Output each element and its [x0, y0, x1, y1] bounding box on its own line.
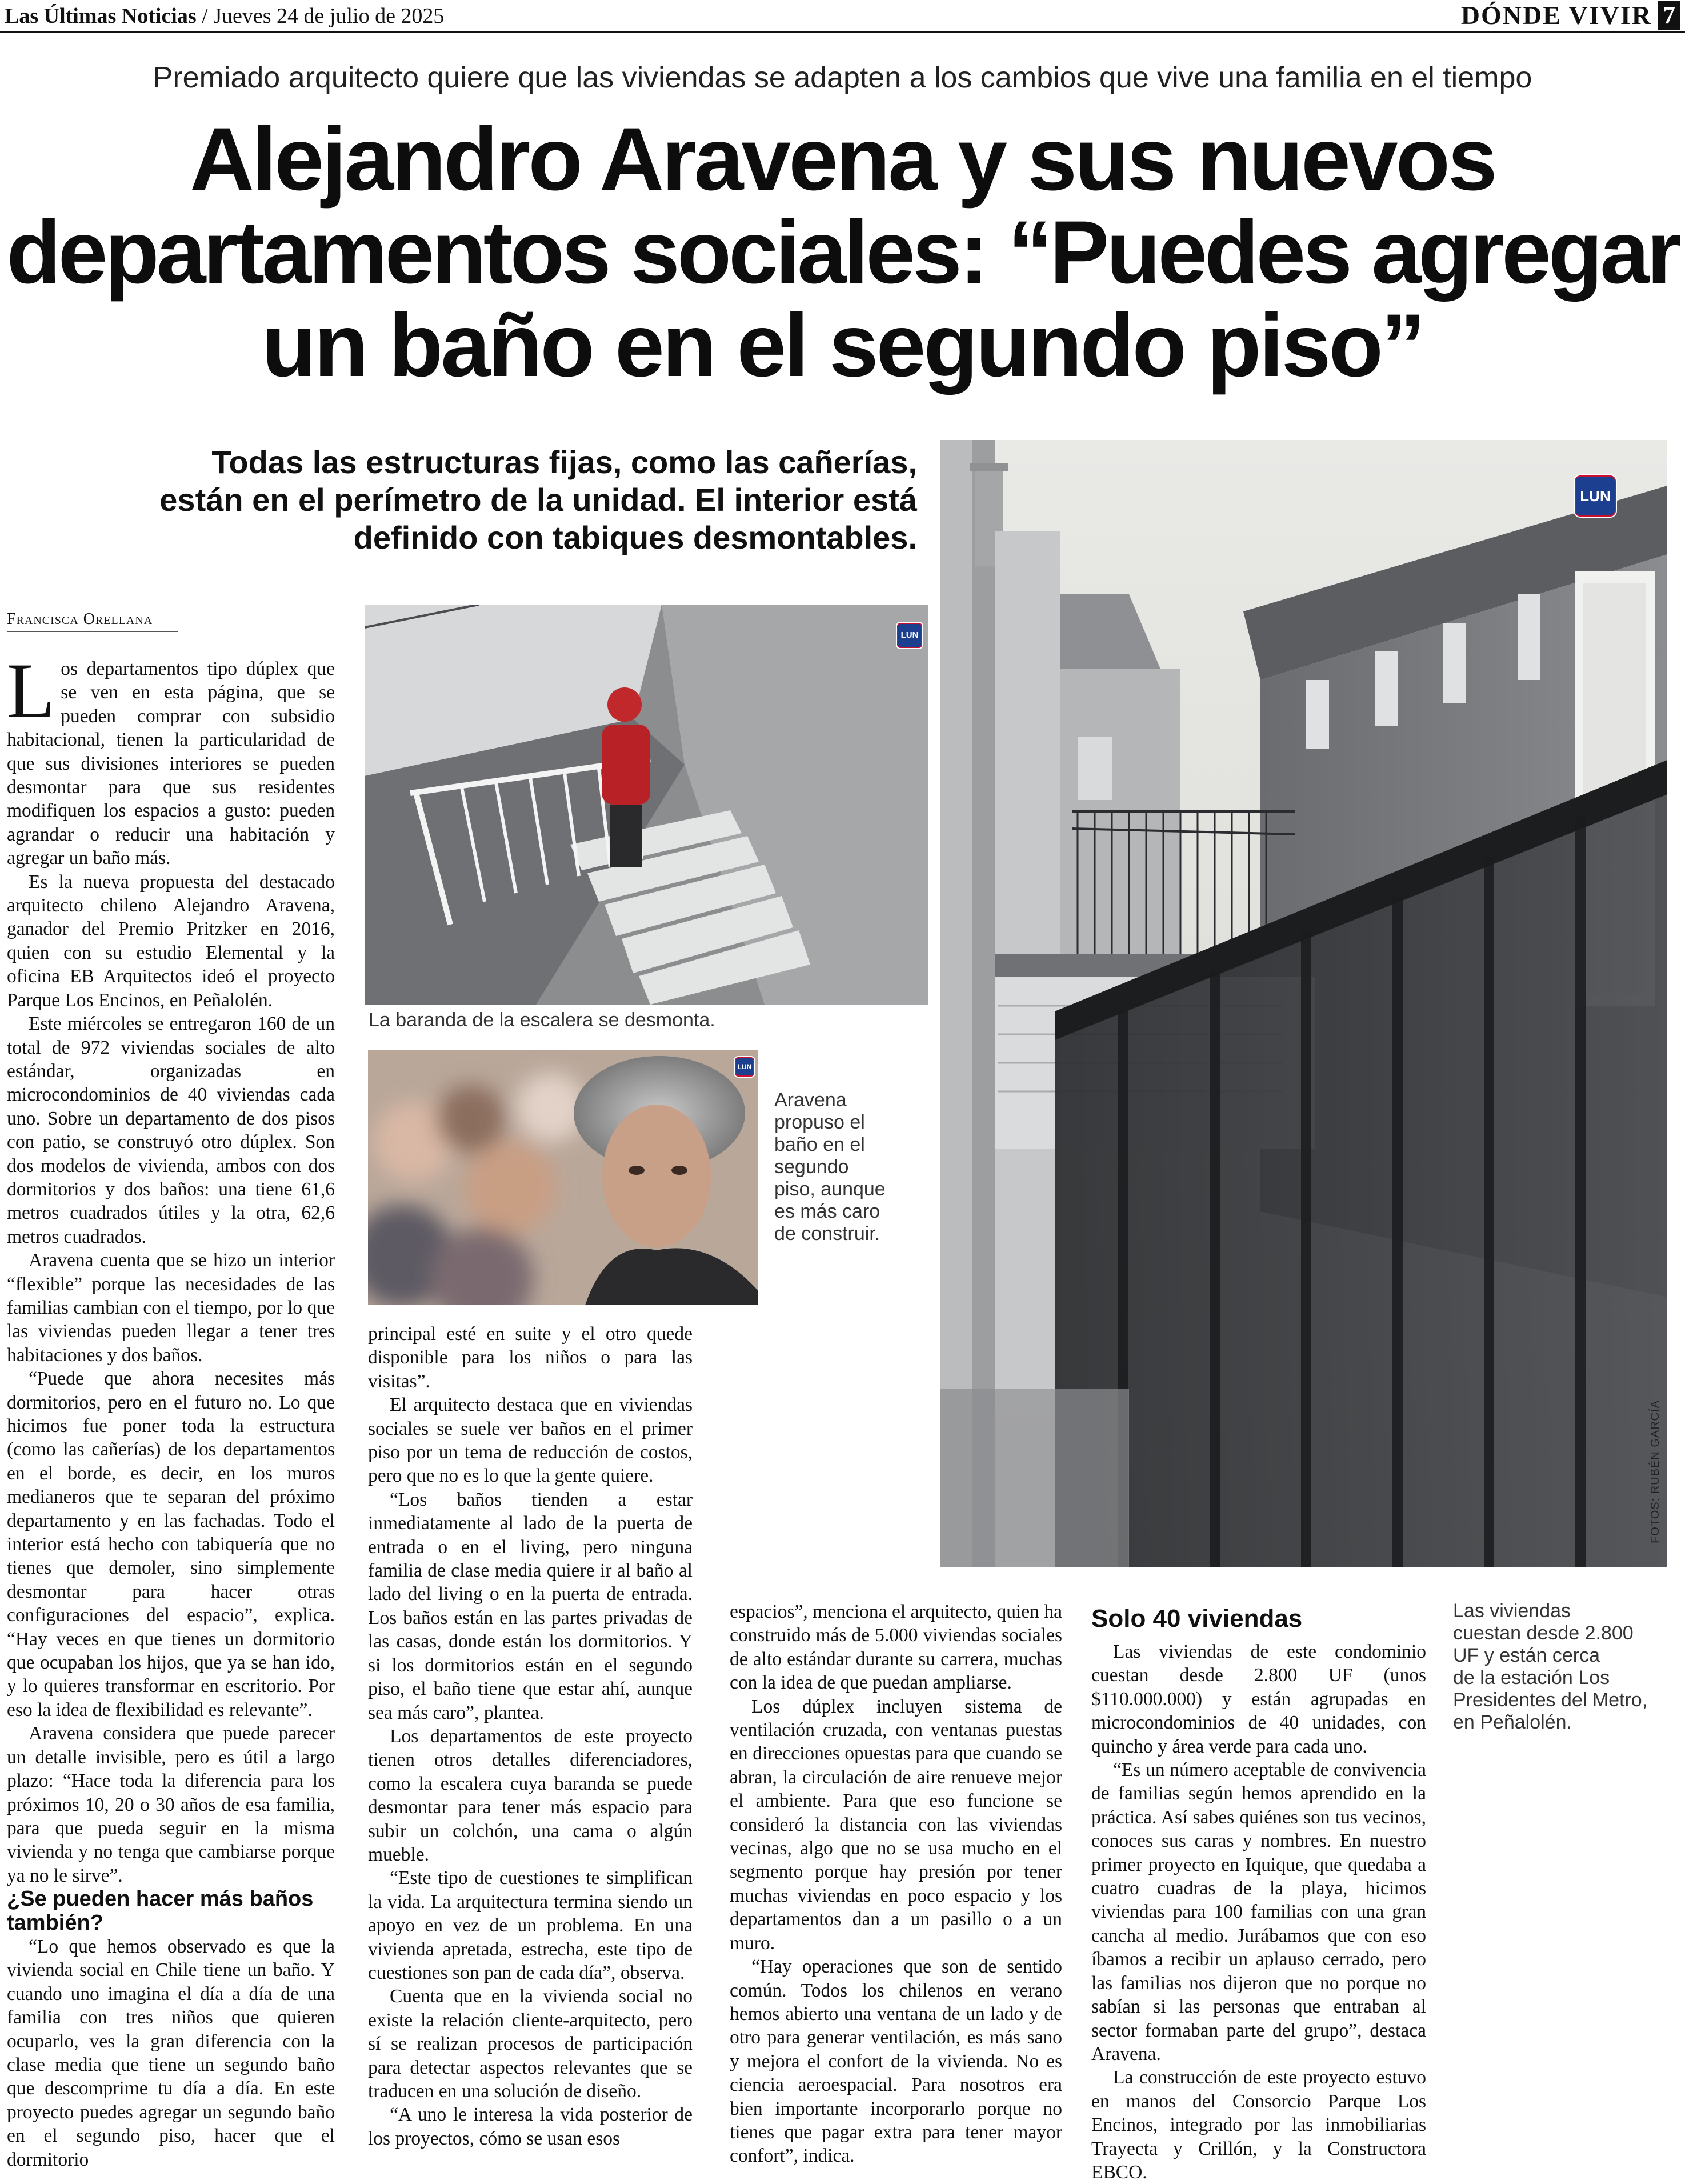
publication-name: Las Últimas Noticias [5, 4, 197, 28]
caption-line: en Peñalolén. [1453, 1711, 1572, 1733]
caption-line: segundo [774, 1156, 849, 1178]
paragraph: “Es un número aceptable de convivencia de familias según hemos aprendido en la práctica. Así sabes quiénes son tus vecinos, conoces sus caras y nombres. En nuestro primer proyecto en Iquique, que quedaba a cuatro cuadras de la playa, hicimos viviendas para 100 familias con una gran cancha al medio. Jurábamos que con eso íbamos a recibir un aplauso cerrado, pero las familias nos dijeron que no porque no sabían si las personas que entraban al sector formaban parte del grupo”, destaca Aravena. [1091, 1759, 1426, 2065]
drop-cap: L [7, 647, 55, 734]
paragraph: “Lo que hemos observado es que la vivienda social en Chile tiene un baño. Y cuando uno imagina el día a día de una familia con tres niños que quieren ocuparlo, ves la gran diferencia con la clase media que tiene un segundo baño que descomprime tu día a día. En este proyecto puedes agregar un segundo baño en el segundo piso, hacer que el dormitorio [7, 1935, 335, 2170]
lun-logo: LUN [896, 622, 923, 649]
caption-line: UF y están cerca [1453, 1645, 1600, 1666]
caption-line: Las viviendas [1453, 1600, 1571, 1622]
paragraph: “Hay operaciones que son de sentido común. Todos los chilenos en verano hemos abierto una ventana de un lado y de otro para generar ventilación, es más sano y mejora el confort de la vivienda. No es ciencia aeroespacial. Para nosotros era bien importante incorporarlo porque no tienes que pagar extra para tener mayor confort”, indica. [730, 1956, 1062, 2167]
issue-date: Jueves 24 de julio de 2025 [213, 4, 445, 28]
paragraph: “Este tipo de cuestiones te simplifican la vida. La arquitectura termina siendo un apoyo en vez de un problema. En una vivienda apretada, estrecha, este tipo de cuestiones son pan de cada día”, observa. [368, 1867, 693, 1983]
paragraph-text: os departamentos tipo dúplex que se ven en esta página, que se pueden comprar con subsidio habitacional, tienen la particularidad de que sus divisiones interiores se pueden desmontar para que sus residentes modifiquen los espacios a gusto: pueden agrandar o reducir una habitación y agregar un baño más. [7, 658, 335, 869]
caption-line: propuso el [774, 1111, 865, 1133]
body-column-4 [1091, 1640, 1426, 2184]
caption-line: baño en el [774, 1134, 865, 1155]
paragraph: “Puede que ahora necesites más dormitorios, pero en el futuro no. Lo que hicimos fue poner toda la estructura (como las cañerías) de los departamentos en el borde, es decir, en los muros medianeros que te separan del próximo departamento y en las fachadas. Todo el interior está hecho con tabiquería que no tienes que demoler, sino simplemente desmontar para hacer otras configuraciones del espacio”, explica. “Hay veces en que tienes un dormitorio que ocupaban los hijos, que ya se han ido, y lo quieres transformar en escritorio. Por eso la idea de flexibilidad es relevante”. [7, 1368, 335, 1721]
photo-credit: FOTOS: RUBÉN GARCÍA [1649, 1400, 1662, 1543]
building-photo [940, 440, 1667, 1567]
deck-line: Todas las estructuras fijas, como las cañerías, [211, 444, 917, 480]
portrait-caption [774, 1089, 886, 1245]
page-number: 7 [1658, 1, 1680, 30]
building-caption [1453, 1600, 1647, 1734]
paragraph: principal esté en suite y el otro quede disponible para los niños o para las visitas”. [368, 1323, 693, 1392]
headline-line: departamentos sociales: “Puedes agregar [6, 203, 1679, 302]
paragraph: “A uno le interesa la vida posterior de los proyectos, cómo se usan esos [368, 2104, 693, 2149]
paragraph [7, 647, 335, 870]
paragraph: Este miércoles se entregaron 160 de un total de 972 viviendas sociales de alto estándar, organizadas en microcondominios de 40 viviendas cada uno. Sobre un departamento de dos pisos con patio, se construyó otro dúplex. Son dos modelos de vivienda, ambos con dos dormitorios y dos baños: una tiene 61,6 metros cuadrados útiles y la otra, 62,6 metros cuadrados. [7, 1013, 335, 1247]
masthead-dateline [5, 3, 444, 29]
portrait-photo [368, 1050, 758, 1305]
deck [137, 443, 917, 557]
byline-rule [7, 631, 178, 632]
sidebar-heading: Solo 40 viviendas [1091, 1605, 1303, 1633]
stairs-photo [365, 605, 928, 1005]
lun-logo: LUN [734, 1056, 755, 1078]
paragraph: Las viviendas de este condominio cuestan desde 2.800 UF (unos $110.000.000) y están agrupadas en microcondominios de 40 unidades, con quincho y área verde para cada uno. [1091, 1641, 1426, 1757]
deck-line: están en el perímetro de la unidad. El interior está [159, 482, 917, 518]
lun-logo: LUN [1574, 474, 1617, 518]
paragraph: “Los baños tienden a estar inmediatamente al lado de la puerta de entrada o en el living, pero ninguna familia de clase media quiere ir al baño al lado del living o en la puerta de entrada. Los baños están en las partes privadas de las casas, donde están los dormitorios. Y si los dormitorios están en el segundo piso, el baño tiene que estar ahí, aunque sea más caro”, plantea. [368, 1489, 693, 1723]
paragraph: Los dúplex incluyen sistema de ventilación cruzada, con ventanas puestas en direcciones opuestas para que cuando se abran, la circulación de aire renueve mejor el ambiente. Para que eso funcione se consideró la distancia con las viviendas vecinas, algo que no se usa mucho en el segmento porque hay presión por tener muchas viviendas en poco espacio y los departamentos dan a un pasillo o a un muro. [730, 1695, 1062, 1954]
section-name: DÓNDE VIVIR [1460, 1, 1652, 30]
section-tag [1461, 1, 1680, 30]
body-column-3 [730, 1600, 1062, 2168]
paragraph: espacios”, menciona el arquitecto, quien ha construido más de 5.000 viviendas sociales de alto estándar durante su carrera, muchas con la idea de que puedan ampliarse. [730, 1601, 1062, 1694]
headline [0, 110, 1685, 395]
headline-line: Alejandro Aravena y sus nuevos [190, 110, 1495, 209]
body-column-1 [7, 647, 335, 2171]
caption-line: es más caro [774, 1201, 880, 1222]
paragraph: Aravena considera que puede parecer un detalle invisible, pero es útil a largo plazo: “Hace toda la diferencia para los próximos 10, 20 o 30 años de esa familia, para que pueda seguir en la misma vivienda y no tenga que cambiarse porque ya no le sirve”. [7, 1723, 335, 1886]
paragraph: La construcción de este proyecto estuvo en manos del Consorcio Parque Los Encinos, integrado por las inmobiliarias Trayecta y Crillón, y la Constructora EBCO. [1091, 2067, 1426, 2183]
caption-line: Presidentes del Metro, [1453, 1689, 1648, 1711]
headline-line: un baño en el segundo piso” [262, 296, 1423, 395]
deck-line: definido con tabiques desmontables. [353, 519, 917, 555]
paragraph: El arquitecto destaca que en viviendas sociales se suele ver baños en el primer piso por un tema de reducción de costos, pero que no es lo que la gente quiere. [368, 1394, 693, 1487]
stairs-caption: La baranda de la escalera se desmonta. [369, 1009, 715, 1031]
byline: Francisca Orellana [7, 610, 153, 628]
caption-line: piso, aunque [774, 1178, 886, 1200]
header-rule [0, 31, 1685, 33]
caption-line: cuestan desde 2.800 [1453, 1622, 1634, 1644]
body-column-2 [368, 1322, 693, 2150]
dateline-separator: / [202, 4, 208, 28]
paragraph: Aravena cuenta que se hizo un interior “flexible” porque las necesidades de las familias cambian con el tiempo, por lo que las viviendas pueden llegar a tener tres habitaciones y dos baños. [7, 1250, 335, 1366]
paragraph: Cuenta que en la vivienda social no existe la relación cliente-arquitecto, pero sí se realizan procesos de participación para detectar aspectos relevantes que se traducen en una solución de diseño. [368, 1986, 693, 2102]
paragraph: Es la nueva propuesta del destacado arquitecto chileno Alejandro Aravena, ganador del Premio Pritzker en 2016, quien con su estudio Elemental y la oficina EB Arquitectos ideó el proyecto Parque Los Encinos, en Peñalolén. [7, 871, 335, 1011]
subheading: ¿Se pueden hacer más baños también? [7, 1887, 314, 1935]
caption-line: de construir. [774, 1223, 880, 1245]
caption-line: Aravena [774, 1089, 847, 1111]
paragraph: Los departamentos de este proyecto tienen otros detalles diferenciadores, como la escalera cuya baranda se puede desmontar para tener más espacio para subir un colchón, una cama o algún mueble. [368, 1725, 693, 1865]
kicker: Premiado arquitecto quiere que las viviendas se adapten a los cambios que vive una familia en el tiempo [153, 61, 1532, 94]
caption-line: de la estación Los [1453, 1667, 1610, 1689]
